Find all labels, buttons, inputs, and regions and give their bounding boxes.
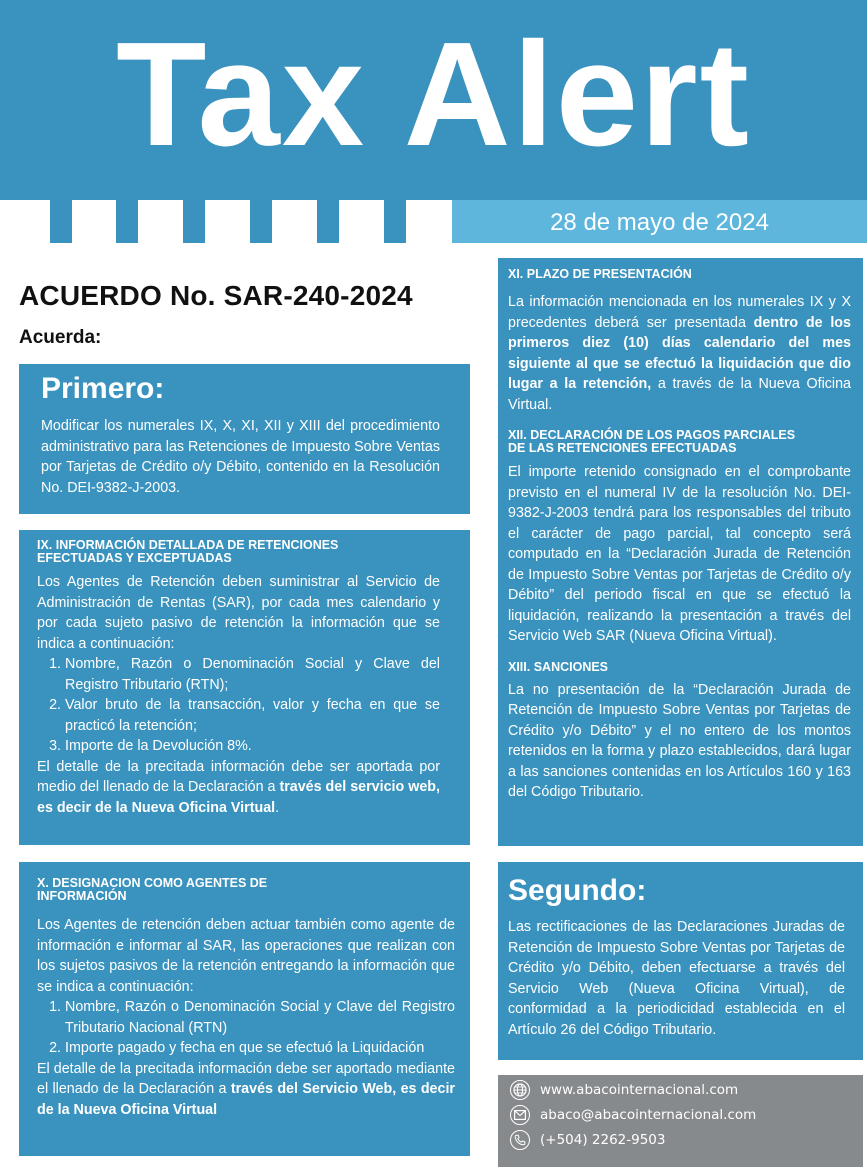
section-x-heading: X. DESIGNACION COMO AGENTES DE INFORMACIÓN xyxy=(37,876,268,903)
segundo-box xyxy=(498,862,863,1060)
list-item: 3. Importe de la Devolución 8%. xyxy=(49,738,252,754)
envelope-icon xyxy=(510,1105,530,1125)
section-xi-body: La información mencionada en los numerales IX y X precedentes deberá ser presentada dentro de los primeros diez (10) días calendario del mes siguiente al que se efectuó la liquidación que dio lugar a la retención, a través de la Nueva Oficina Virtual. xyxy=(508,294,851,413)
section-xiii-heading: XIII. SANCIONES xyxy=(508,659,609,674)
section-x-intro: Los Agentes de retención deben actuar también como agente de información e informar al SAR, las operaciones que realizan con los sujetos pasivos de la retención entregando la información que se indica a continuación: xyxy=(37,917,455,995)
section-xi-heading: XI. PLAZO DE PRESENTACIÓN xyxy=(508,267,692,281)
section-xii-heading: XII. DECLARACIÓN DE LOS PAGOS PARCIALES DE LAS RETENCIONES EFECTUADAS xyxy=(508,428,796,455)
decor-square xyxy=(116,200,138,243)
section-x-box xyxy=(19,862,470,1156)
header-banner xyxy=(0,0,867,200)
decor-square xyxy=(317,200,339,243)
section-xiii-body: La no presentación de la “Declaración Jurada de Retención de Impuesto Sobre Ventas por Tarjetas de Crédito y/o Débito” y el no entero de los montos retenidos en la forma y plazo establecidos, dará lugar a las sanciones contenidas en los Artículos 160 y 163 del Código Tributario. xyxy=(508,681,851,800)
acuerda-label: Acuerda: xyxy=(19,327,102,348)
right-column-box xyxy=(498,258,863,846)
acuerdo-title: ACUERDO No. SAR-240-2024 xyxy=(19,280,413,311)
globe-icon xyxy=(510,1080,530,1100)
list-item: 2. Valor bruto de la transacción, valor y fecha en que se practicó la retención; xyxy=(49,697,440,734)
website-row xyxy=(510,1080,738,1100)
section-xii-body: El importe retenido consignado en el comprobante previsto en el numeral IV de la resolución No. DEI-9382-J-2003 tendrá para los responsables del tributo el carácter de pago parcial, tal concepto será computado en la “Declaración Jurada de Retención de Impuesto Sobre Ventas por Tarjetas de Crédito o/y Débito” del periodo fiscal en que se efectuó la liquidación, realizando la presentación a través del Servicio Web SAR (Nueva Oficina Virtual). xyxy=(508,464,851,644)
section-ix-box xyxy=(19,530,470,845)
contact-footer xyxy=(498,1075,863,1167)
section-ix-closing: El detalle de la precitada información debe ser aportada por medio del llenado de la Declaración a través del servicio web, es decir de la Nueva Oficina Virtual. xyxy=(37,758,440,816)
website-link[interactable]: www.abacointernacional.com xyxy=(540,1082,739,1098)
publication-date: 28 de mayo de 2024 xyxy=(550,209,769,236)
segundo-body: Las rectificaciones de las Declaraciones Juradas de Retención de Impuesto Sobre Ventas por Tarjetas de Crédito y/o Débito, deben efectuarse a través del Servicio Web (Nueva Oficina Virtual), de conformidad a la periodicidad establecida en el Artículo 26 del Código Tributario. xyxy=(508,919,845,1038)
decor-square xyxy=(250,200,272,243)
phone-row xyxy=(510,1130,666,1150)
page-title: Tax Alert xyxy=(116,12,751,177)
email-link[interactable]: abaco@abacointernacional.com xyxy=(540,1107,757,1123)
primero-title: Primero: xyxy=(41,372,165,405)
date-bar xyxy=(452,200,867,243)
section-ix-heading: IX. INFORMACIÓN DETALLADA DE RETENCIONES EFECTUADAS Y EXCEPTUADAS xyxy=(37,538,339,565)
decor-square xyxy=(50,200,72,243)
phone-icon xyxy=(510,1130,530,1150)
segundo-title: Segundo: xyxy=(508,874,647,907)
section-ix-intro: Los Agentes de Retención deben suministrar al Servicio de Administración de Rentas (SAR), por cada mes calendario y por cada sujeto pasivo de retención la información que se indica a continuación: xyxy=(37,574,440,652)
phone-number: (+504) 2262-9503 xyxy=(540,1132,666,1148)
decor-square xyxy=(183,200,205,243)
primero-body: Modificar los numerales IX, X, XI, XII y XIII del procedimiento administrativo para las Retenciones de Impuesto Sobre Ventas por Tarjetas de Crédito o/y Débito, contenido en la Resolución No. DEI-9382-J-2003. xyxy=(41,418,440,496)
primero-box xyxy=(19,364,470,514)
email-row xyxy=(510,1105,756,1125)
section-x-closing: El detalle de la precitada información debe ser aportado mediante el llenado de la Declaración a través del Servicio Web, es decir de la Nueva Oficina Virtual xyxy=(37,1060,455,1118)
list-item: 1. Nombre, Razón o Denominación Social y Clave del Registro Tributario (RTN); xyxy=(49,656,440,693)
decor-square xyxy=(384,200,406,243)
list-item: 2. Importe pagado y fecha en que se efectuó la Liquidación xyxy=(49,1040,425,1056)
list-item: 1. Nombre, Razón o Denominación Social y Clave del Registro Tributario Nacional (RTN) xyxy=(49,999,455,1036)
